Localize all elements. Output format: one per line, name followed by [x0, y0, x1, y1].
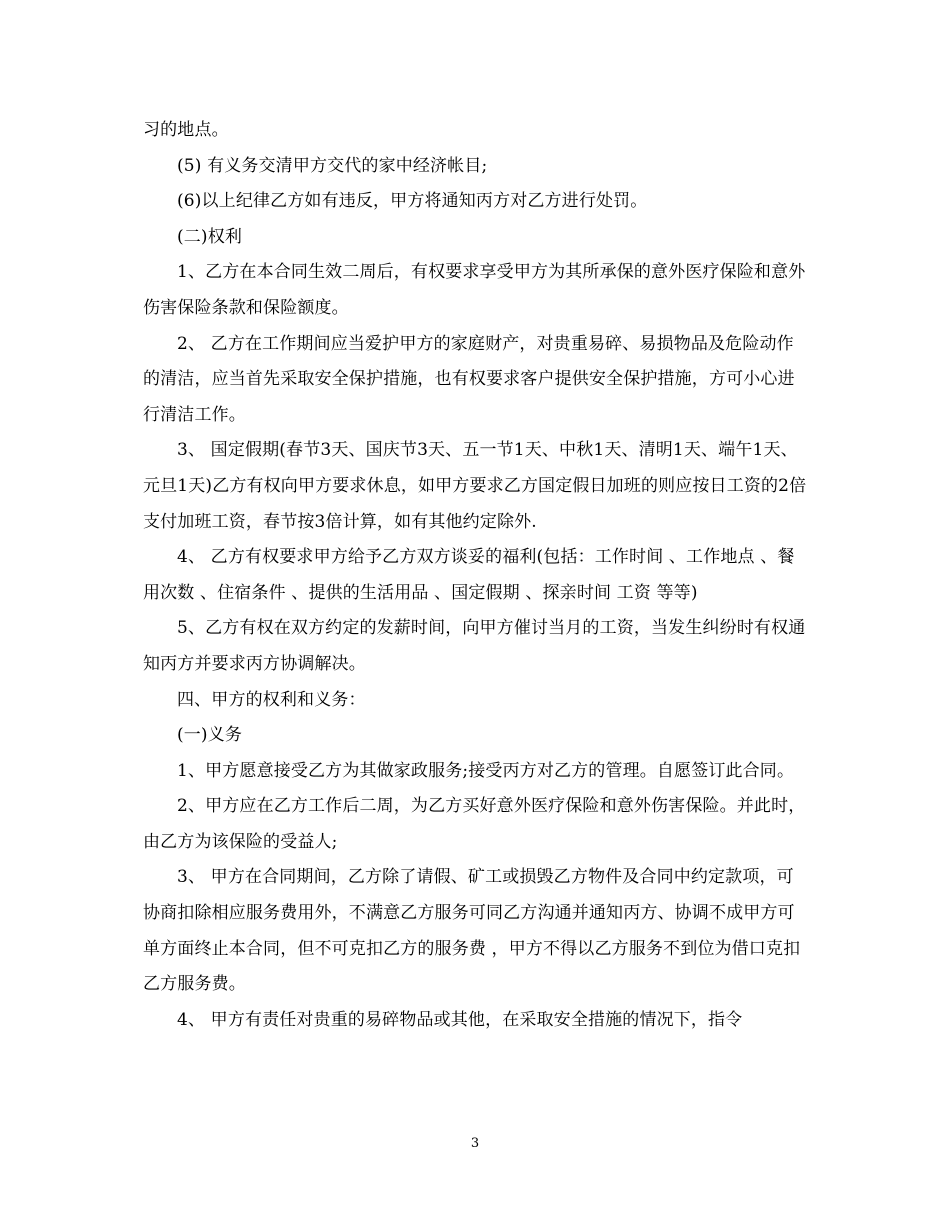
paragraph-2: (6)以上纪律乙方如有违反，甲方将通知丙方对乙方进行处罚。 [177, 191, 648, 212]
paragraph-6: 3、 国定假期(春节3天、国庆节3天、五一节1天、中秋1天、清明1天、端午1天、元旦1天)乙方有权向甲方要求休息，如甲方要求乙方国定假日加班的则应按日工资的2倍支付加班工资，春节按3倍计算，如有其他约定除外. [143, 440, 807, 532]
paragraph-8: 5、乙方有权在双方约定的发薪时间，向甲方催讨当月的工资，当发生纠纷时有权通知丙方并要求丙方协调解决。 [143, 618, 806, 674]
paragraph-1: (5) 有义务交清甲方交代的家中经济帐目; [177, 155, 488, 176]
paragraph-13: 3、 甲方在合同期间，乙方除了请假、矿工或损毁乙方物件及合同中约定款项，可协商扣除相应服务费用外，不满意乙方服务可同乙方沟通并通知丙方、协调不成甲方可单方面终止本合同，但不可克扣乙方的服务费 ，甲方不得以乙方服务不到位为借口克扣乙方服务费。 [143, 867, 801, 995]
section-heading-party-a: 四、甲方的权利和义务： [177, 689, 366, 710]
paragraph-11: 1、甲方愿意接受乙方为其做家政服务;接受丙方对乙方的管理。自愿签订此合同。 [177, 760, 795, 781]
section-heading-rights: (二)权利 [177, 226, 243, 247]
paragraph-5: 2、 乙方在工作期间应当爱护甲方的家庭财产，对贵重易碎、易损物品及危险动作的清洁，应当首先采取安全保护措施，也有权要求客户提供安全保护措施，方可小心进行清洁工作。 [143, 333, 795, 425]
paragraph-7: 4、 乙方有权要求甲方给予乙方双方谈妥的福利(包括：工作时间 、工作地点 、餐用次数 、住宿条件 、提供的生活用品 、国定假期 、探亲时间 工资 等等) [143, 547, 795, 603]
paragraph-4: 1、乙方在本合同生效二周后，有权要求享受甲方为其所承保的意外医疗保险和意外伤害保险条款和保险额度。 [143, 262, 806, 318]
paragraph-0: 习的地点。 [143, 120, 229, 140]
document-body [143, 113, 808, 1038]
paragraph-12: 2、甲方应在乙方工作后二周，为乙方买好意外医疗保险和意外伤害保险。并此时，由乙方为该保险的受益人; [143, 796, 806, 852]
page-number: 3 [470, 1136, 480, 1151]
section-heading-obligations: (一)义务 [177, 725, 243, 746]
paragraph-14: 4、 甲方有责任对贵重的易碎物品或其他，在采取安全措施的情况下，指令 [177, 1009, 743, 1030]
